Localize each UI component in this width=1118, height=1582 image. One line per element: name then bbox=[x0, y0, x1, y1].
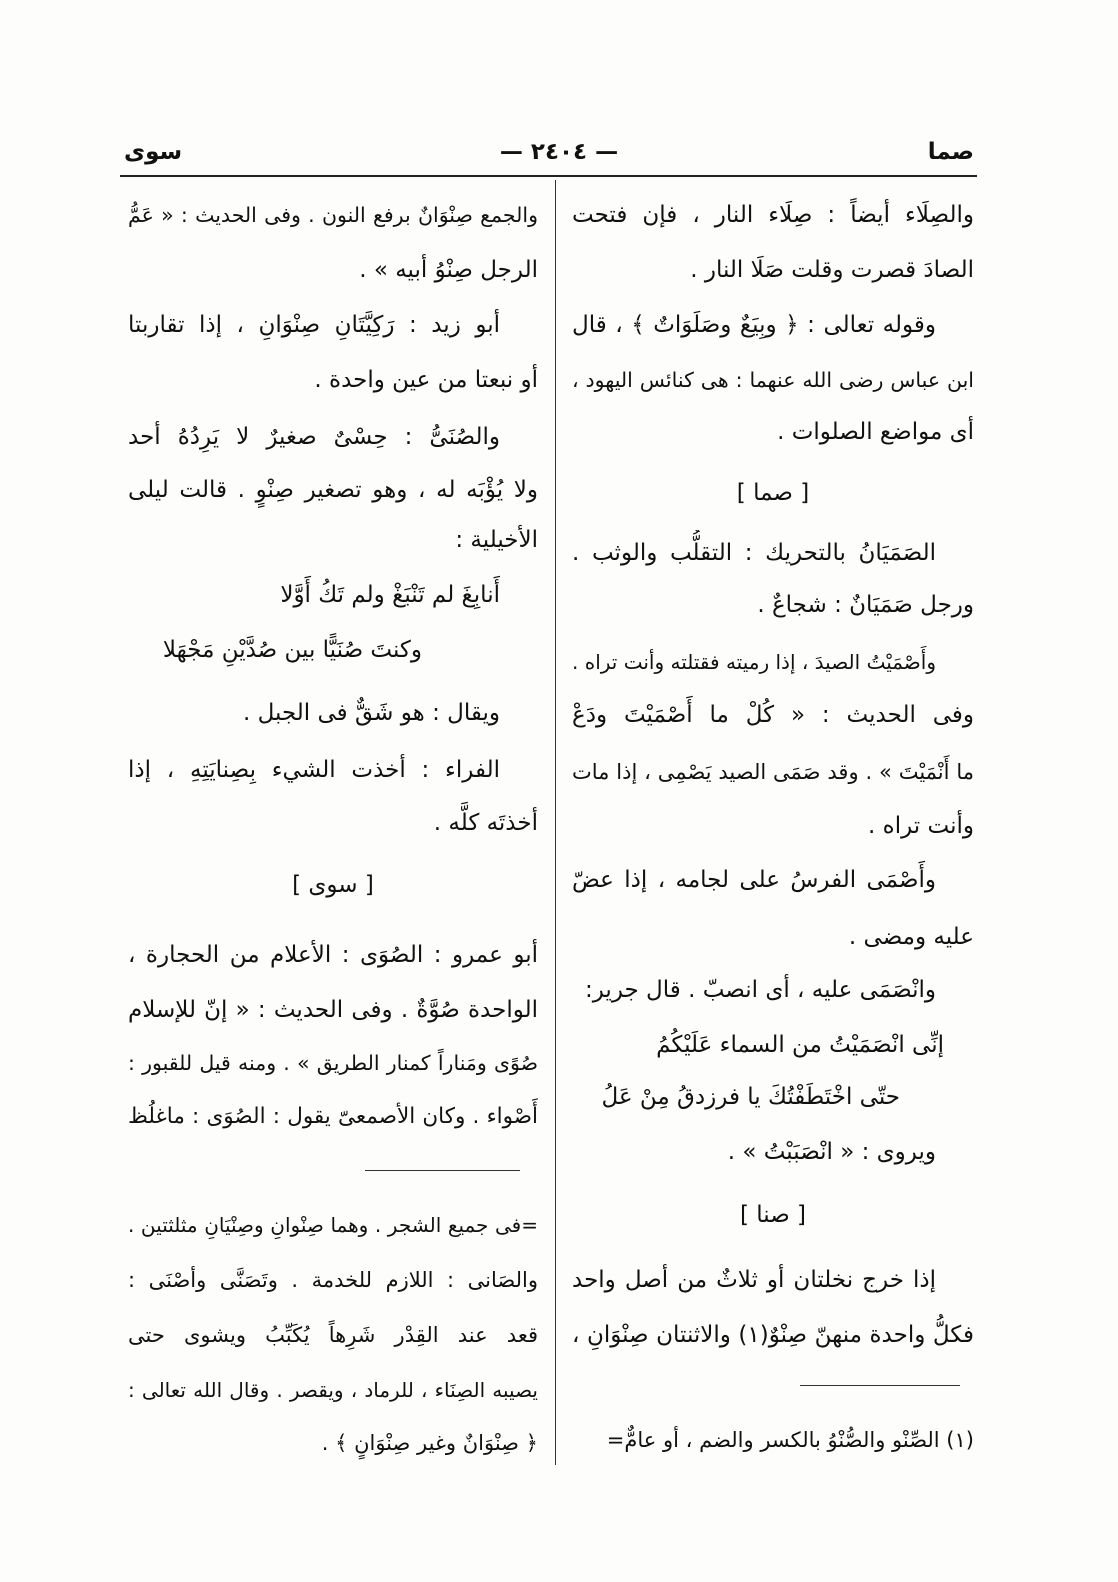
footnote-line: (١) الصِّنْو والصُّنْوُ بالكسر والضم ، أو عامٌّ= bbox=[606, 1428, 974, 1452]
running-head-left: سوى bbox=[124, 139, 183, 165]
footnote-line: يصيبه الصِنَاء ، للرماد ، ويقصر . وقال الله تعالى : bbox=[128, 1378, 538, 1402]
entry-line: الفراء : أخذت الشيء بِصِنايَتِهِ ، إذا bbox=[128, 757, 500, 783]
footnote-separator bbox=[800, 1385, 960, 1386]
entry-line: وقوله تعالى : ﴿ وبِيَعٌ وصَلَوَاتٌ ﴾ ، قال bbox=[572, 312, 936, 338]
footnote-line: قعد عند القِدْر شَرِهاً يُكَبِّبُ ويشوى حتى bbox=[128, 1323, 538, 1347]
entry-line: فكلُّ واحدة منهنّ صِنْوٌ(١) والاثنتان صِنْوَانِ ، bbox=[572, 1322, 974, 1348]
entry-line: ولا يُؤْبَه له ، وهو تصغير صِنْوٍ . قالت ليلى bbox=[128, 477, 538, 503]
verse-line: حتّى اخْتَطَفْتُكَ يا فرزدقُ مِنْ عَلُ bbox=[601, 1084, 900, 1110]
entry-line: أَصْواء . وكان الأصمعىّ يقول : الصُوَى : ماغلُظ bbox=[128, 1104, 538, 1129]
entry-line: أبو زيد : رَكِيَّتَانِ صِنْوَانِ ، إذا تقاربتا bbox=[128, 312, 500, 338]
entry-line: الصَمَيَانُ بالتحريك : التقلُّب والوثب . bbox=[572, 540, 936, 566]
entry-line: ويقال : هو شَقٌّ فى الجبل . bbox=[242, 700, 500, 726]
verse-line: إنِّى انْصَمَيْتُ من السماء عَلَيْكُمُ bbox=[656, 1032, 944, 1058]
entry-line: عليه ومضى . bbox=[848, 924, 974, 950]
entry-line: الرجل صِنْوُ أبيه » . bbox=[359, 257, 538, 283]
entry-line: وأَصْمَى الفرسُ على لجامه ، إذا عضّ bbox=[572, 867, 936, 893]
entry-heading: [ صنا ] bbox=[739, 1202, 807, 1228]
running-head-right: صما bbox=[927, 139, 974, 165]
entry-line: والصُنَىُّ : حِسْىٌ صغيرٌ لا يَرِدُهُ أحد bbox=[128, 424, 500, 450]
entry-line: أخذتَه كلَّه . bbox=[433, 810, 538, 836]
right-column bbox=[572, 0, 974, 1582]
entry-line: وانْصَمَى عليه ، أى انصبّ . قال جرير: bbox=[584, 977, 936, 1003]
entry-heading: [ سوى ] bbox=[292, 872, 374, 898]
entry-line: الواحدة صُوَّةٌ . وفى الحديث : « إنّ للإسلام bbox=[128, 997, 538, 1023]
entry-line: أبو عمرو : الصُوَى : الأعلام من الحجارة ، bbox=[128, 942, 538, 968]
entry-line: أى مواضع الصلوات . bbox=[777, 419, 974, 445]
entry-line: الصادَ قصرت وقلت صَلَا النار . bbox=[690, 257, 974, 283]
entry-line: الأخيلية : bbox=[455, 527, 538, 553]
entry-line: وفى الحديث : « كُلْ ما أَصْمَيْتَ ودَعْ bbox=[572, 702, 974, 728]
entry-line: إذا خرج نخلتان أو ثلاثٌ من أصل واحد bbox=[572, 1267, 936, 1293]
entry-line: ابن عباس رضى الله عنهما : هى كنائس اليهود ، bbox=[572, 368, 974, 392]
verse-line: وكنتَ صُنَيًّا بين صُدَّيْنِ مَجْهَلا bbox=[162, 637, 422, 663]
column-divider bbox=[555, 180, 556, 1465]
entry-line: والجمع صِنْوَانٌ برفع النون . وفى الحديث : « عَمُّ bbox=[128, 203, 538, 227]
entry-line: صُوًى ومَناراً كمنار الطريق » . ومنه قيل للقبور : bbox=[128, 1051, 538, 1075]
entry-line: أو نبعتا من عين واحدة . bbox=[314, 367, 538, 393]
left-column bbox=[128, 0, 538, 1582]
footnote-line: =فى جميع الشجر . وهما صِنْوانِ وصِنْيَانِ مثلثتين . bbox=[128, 1213, 538, 1237]
entry-line: وأنت تراه . bbox=[868, 813, 974, 839]
footnote-separator bbox=[365, 1170, 520, 1171]
entry-line: ورجل صَمَيَانٌ : شجاعٌ . bbox=[757, 592, 974, 618]
footnote-line: والصَانى : اللازم للخدمة . وتَصَنَّى وأصْنَى : bbox=[128, 1268, 538, 1292]
entry-line: ويروى : « انْصَبَبْتُ » . bbox=[727, 1139, 936, 1165]
entry-line: والصِلَاء أيضاً : صِلَاء النار ، فإن فتحت bbox=[572, 202, 974, 228]
entry-line: وأَصْمَيْتُ الصيدَ ، إذا رميته فقتلته وأنت تراه . bbox=[572, 650, 936, 674]
verse-line: أَنابِغَ لم تَنْبَغْ ولم تَكُ أَوَّلا bbox=[280, 582, 500, 608]
entry-heading: [ صما ] bbox=[736, 480, 810, 506]
page-number: — ٢٤٠٤ — bbox=[499, 139, 619, 165]
footnote-line: ﴿ صِنْوَانٌ وغير صِنْوَانٍ ﴾ . bbox=[321, 1431, 538, 1455]
entry-line: ما أَنْمَيْتَ » . وقد صَمَى الصيد يَصْمِى ، إذا مات bbox=[572, 760, 974, 784]
